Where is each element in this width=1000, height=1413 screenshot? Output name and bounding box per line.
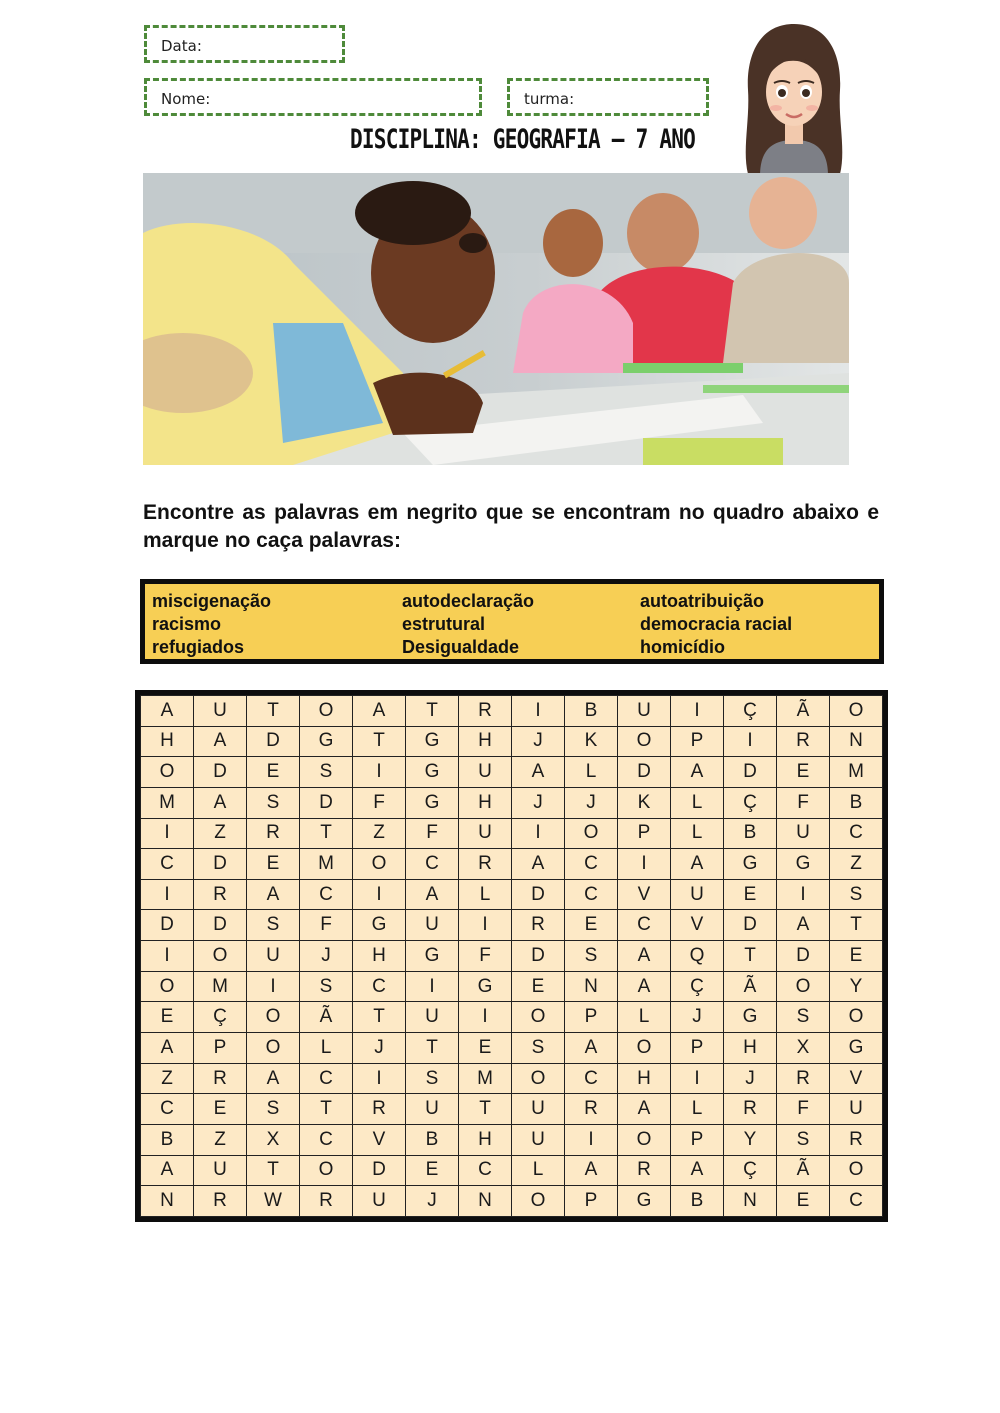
grid-cell[interactable]: S [247, 787, 300, 818]
grid-row [141, 787, 883, 818]
grid-cell[interactable]: F [777, 1094, 830, 1125]
grid-cell[interactable]: R [194, 1063, 247, 1094]
grid-cell[interactable]: A [777, 910, 830, 941]
grid-cell[interactable]: R [353, 1094, 406, 1125]
grid-cell[interactable]: A [141, 696, 194, 727]
grid-cell[interactable]: L [300, 1033, 353, 1064]
grid-cell[interactable]: C [300, 1124, 353, 1155]
grid-cell[interactable]: S [247, 1094, 300, 1125]
grid-cell[interactable]: V [618, 879, 671, 910]
grid-cell[interactable]: X [247, 1124, 300, 1155]
grid-cell[interactable]: C [141, 849, 194, 880]
grid-cell[interactable]: E [459, 1033, 512, 1064]
grid-cell[interactable]: C [406, 849, 459, 880]
grid-cell[interactable]: O [830, 1002, 883, 1033]
grid-cell[interactable]: J [353, 1033, 406, 1064]
grid-cell[interactable]: G [777, 849, 830, 880]
grid-cell[interactable]: Ã [777, 1155, 830, 1186]
grid-cell[interactable]: M [459, 1063, 512, 1094]
grid-cell[interactable]: T [406, 1033, 459, 1064]
grid-cell[interactable]: K [565, 726, 618, 757]
grid-cell[interactable]: I [353, 879, 406, 910]
grid-cell[interactable]: D [194, 910, 247, 941]
grid-cell[interactable]: X [777, 1033, 830, 1064]
grid-cell[interactable]: Ã [724, 971, 777, 1002]
grid-cell[interactable]: I [459, 1002, 512, 1033]
grid-cell[interactable]: S [565, 941, 618, 972]
grid-cell[interactable]: U [512, 1124, 565, 1155]
grid-cell[interactable]: D [194, 849, 247, 880]
grid-cell[interactable]: F [406, 818, 459, 849]
grid-cell[interactable]: H [459, 726, 512, 757]
grid-cell[interactable]: F [459, 941, 512, 972]
grid-cell[interactable]: J [406, 1186, 459, 1217]
grid-cell[interactable]: U [459, 757, 512, 788]
grid-row [141, 1002, 883, 1033]
word-list-item: miscigenação [152, 591, 272, 611]
grid-cell[interactable]: E [830, 941, 883, 972]
grid-row [141, 726, 883, 757]
grid-cell[interactable]: D [618, 757, 671, 788]
grid-cell[interactable]: A [353, 696, 406, 727]
grid-cell[interactable]: R [247, 818, 300, 849]
grid-cell[interactable]: A [512, 849, 565, 880]
grid-cell[interactable]: G [724, 1002, 777, 1033]
grid-cell[interactable]: H [618, 1063, 671, 1094]
grid-cell[interactable]: I [512, 818, 565, 849]
grid-cell[interactable]: L [459, 879, 512, 910]
grid-cell[interactable]: F [300, 910, 353, 941]
grid-cell[interactable]: I [247, 971, 300, 1002]
grid-cell[interactable]: O [618, 726, 671, 757]
grid-row [141, 971, 883, 1002]
grid-cell[interactable]: Ç [724, 1155, 777, 1186]
grid-cell[interactable]: J [512, 726, 565, 757]
grid-cell[interactable]: Z [141, 1063, 194, 1094]
grid-cell[interactable]: O [512, 1002, 565, 1033]
grid-cell[interactable]: R [565, 1094, 618, 1125]
word-list-item: democracia racial [640, 614, 793, 634]
grid-cell[interactable]: A [618, 1094, 671, 1125]
grid-cell[interactable]: U [406, 1002, 459, 1033]
grid-cell[interactable]: E [247, 849, 300, 880]
grid-cell[interactable]: Ã [777, 696, 830, 727]
grid-cell[interactable]: Y [724, 1124, 777, 1155]
grid-cell[interactable]: I [141, 879, 194, 910]
grid-cell[interactable]: C [141, 1094, 194, 1125]
grid-cell[interactable]: D [194, 757, 247, 788]
grid-cell[interactable]: T [300, 1094, 353, 1125]
grid-cell[interactable]: J [512, 787, 565, 818]
grid-cell[interactable]: F [777, 787, 830, 818]
grid-cell[interactable]: T [353, 726, 406, 757]
grid-cell[interactable]: T [300, 818, 353, 849]
grid-cell[interactable]: D [141, 910, 194, 941]
grid-cell[interactable]: Z [830, 849, 883, 880]
grid-cell[interactable]: S [512, 1033, 565, 1064]
grid-cell[interactable]: G [618, 1186, 671, 1217]
grid-cell[interactable]: I [724, 726, 777, 757]
grid-cell[interactable]: M [141, 787, 194, 818]
grid-cell[interactable]: S [777, 1002, 830, 1033]
grid-cell[interactable]: O [300, 1155, 353, 1186]
grid-row [141, 757, 883, 788]
grid-cell[interactable]: D [777, 941, 830, 972]
grid-cell[interactable]: U [618, 696, 671, 727]
grid-cell[interactable]: Z [353, 818, 406, 849]
grid-cell[interactable]: A [247, 879, 300, 910]
grid-cell[interactable]: A [565, 1155, 618, 1186]
grid-cell[interactable]: K [618, 787, 671, 818]
grid-cell[interactable]: H [353, 941, 406, 972]
grid-cell[interactable]: G [353, 910, 406, 941]
grid-cell[interactable]: T [830, 910, 883, 941]
grid-cell[interactable]: G [724, 849, 777, 880]
grid-cell[interactable]: C [565, 879, 618, 910]
grid-cell[interactable]: G [406, 757, 459, 788]
grid-cell[interactable]: A [671, 849, 724, 880]
grid-cell[interactable]: C [300, 879, 353, 910]
grid-cell[interactable]: I [141, 941, 194, 972]
grid-cell[interactable]: O [618, 1124, 671, 1155]
grid-cell[interactable]: G [300, 726, 353, 757]
grid-cell[interactable]: I [618, 849, 671, 880]
grid-cell[interactable]: R [830, 1124, 883, 1155]
grid-cell[interactable]: O [247, 1002, 300, 1033]
grid-cell[interactable]: I [353, 757, 406, 788]
grid-cell[interactable]: M [830, 757, 883, 788]
grid-cell[interactable]: S [300, 757, 353, 788]
grid-cell[interactable]: O [618, 1033, 671, 1064]
grid-cell[interactable]: J [724, 1063, 777, 1094]
word-list-item: refugiados [152, 637, 245, 657]
grid-cell[interactable]: O [830, 1155, 883, 1186]
grid-cell[interactable]: C [459, 1155, 512, 1186]
grid-cell[interactable]: L [671, 787, 724, 818]
grid-row [141, 1063, 883, 1094]
grid-cell[interactable]: I [459, 910, 512, 941]
grid-cell[interactable]: H [459, 787, 512, 818]
grid-cell[interactable]: O [300, 696, 353, 727]
grid-cell[interactable]: A [618, 941, 671, 972]
grid-cell[interactable]: P [565, 1002, 618, 1033]
grid-cell[interactable]: D [724, 910, 777, 941]
grid-cell[interactable]: I [353, 1063, 406, 1094]
grid-cell[interactable]: F [353, 787, 406, 818]
grid-cell[interactable]: O [194, 941, 247, 972]
word-list-box [140, 579, 884, 664]
grid-cell[interactable]: U [247, 941, 300, 972]
date-label: Data: [161, 37, 202, 55]
grid-cell[interactable]: A [194, 787, 247, 818]
word-list-item: homicídio [640, 637, 725, 657]
grid-cell[interactable]: T [247, 696, 300, 727]
grid-cell[interactable]: W [247, 1186, 300, 1217]
grid-row [141, 1186, 883, 1217]
name-label: Nome: [161, 90, 211, 108]
grid-cell[interactable]: B [565, 696, 618, 727]
grid-cell[interactable]: R [512, 910, 565, 941]
grid-cell[interactable]: S [247, 910, 300, 941]
grid-cell[interactable]: V [353, 1124, 406, 1155]
grid-row [141, 879, 883, 910]
grid-cell[interactable]: G [406, 726, 459, 757]
grid-cell[interactable]: G [406, 787, 459, 818]
date-field[interactable] [144, 25, 345, 63]
grid-cell[interactable]: V [830, 1063, 883, 1094]
grid-cell[interactable]: T [247, 1155, 300, 1186]
grid-cell[interactable]: S [406, 1063, 459, 1094]
grid-row [141, 818, 883, 849]
grid-cell[interactable]: R [777, 726, 830, 757]
grid-cell[interactable]: A [565, 1033, 618, 1064]
word-list-item: Desigualdade [402, 637, 520, 657]
word-list [152, 590, 879, 658]
class-label: turma: [524, 90, 575, 108]
grid-cell[interactable]: Ç [724, 787, 777, 818]
grid-cell[interactable]: Ç [724, 696, 777, 727]
grid-cell[interactable]: D [247, 726, 300, 757]
grid-cell[interactable]: I [565, 1124, 618, 1155]
grid-cell[interactable]: N [724, 1186, 777, 1217]
class-field[interactable] [507, 78, 709, 116]
grid-cell[interactable]: D [300, 787, 353, 818]
grid-cell[interactable]: O [565, 818, 618, 849]
grid-cell[interactable]: I [406, 971, 459, 1002]
word-list-item: autoatribuição [640, 591, 765, 611]
grid-cell[interactable]: S [300, 971, 353, 1002]
grid-cell[interactable]: S [777, 1124, 830, 1155]
grid-cell[interactable]: U [406, 910, 459, 941]
grid-row [141, 1033, 883, 1064]
grid-cell[interactable]: O [247, 1033, 300, 1064]
children-writing-photo-icon [143, 173, 849, 465]
grid-row [141, 849, 883, 880]
grid-cell[interactable]: A [406, 879, 459, 910]
grid-cell[interactable]: T [724, 941, 777, 972]
grid-cell[interactable]: L [618, 1002, 671, 1033]
grid-cell[interactable]: C [618, 910, 671, 941]
grid-cell[interactable]: N [141, 1186, 194, 1217]
grid-cell[interactable]: A [618, 971, 671, 1002]
grid-cell[interactable]: Ç [671, 971, 724, 1002]
grid-cell[interactable]: N [830, 726, 883, 757]
grid-row [141, 910, 883, 941]
grid-cell[interactable]: U [353, 1186, 406, 1217]
grid-cell[interactable]: C [300, 1063, 353, 1094]
grid-cell[interactable]: Q [671, 941, 724, 972]
grid-cell[interactable]: H [141, 726, 194, 757]
grid-cell[interactable]: C [565, 849, 618, 880]
grid-cell[interactable]: A [512, 757, 565, 788]
teacher-avatar-icon [738, 20, 850, 176]
grid-cell[interactable]: R [777, 1063, 830, 1094]
grid-cell[interactable]: I [141, 818, 194, 849]
grid-cell[interactable]: N [459, 1186, 512, 1217]
word-list-item: autodeclaração [402, 591, 535, 611]
grid-cell[interactable]: D [512, 941, 565, 972]
grid-cell[interactable]: A [247, 1063, 300, 1094]
word-search-grid [135, 690, 888, 1222]
grid-cell[interactable]: E [724, 879, 777, 910]
grid-cell[interactable]: B [141, 1124, 194, 1155]
grid-row [141, 1124, 883, 1155]
grid-cell[interactable]: E [141, 1002, 194, 1033]
grid-cell[interactable]: Ã [300, 1002, 353, 1033]
grid-cell[interactable]: P [565, 1186, 618, 1217]
grid-cell[interactable]: U [406, 1094, 459, 1125]
grid-cell[interactable]: Y [830, 971, 883, 1002]
grid-cell[interactable]: E [777, 1186, 830, 1217]
grid-cell[interactable]: Z [194, 1124, 247, 1155]
grid-cell[interactable]: G [830, 1033, 883, 1064]
grid-cell[interactable]: L [512, 1155, 565, 1186]
grid-cell[interactable]: Ç [194, 1002, 247, 1033]
name-field[interactable] [144, 78, 482, 116]
grid-cell[interactable]: L [671, 1094, 724, 1125]
grid-cell[interactable]: R [194, 1186, 247, 1217]
grid-cell[interactable]: A [671, 1155, 724, 1186]
grid-cell[interactable]: L [565, 757, 618, 788]
grid-cell[interactable]: D [512, 879, 565, 910]
grid-cell[interactable]: R [618, 1155, 671, 1186]
grid-cell[interactable]: D [724, 757, 777, 788]
grid-cell[interactable]: O [141, 971, 194, 1002]
grid-cell[interactable]: U [512, 1094, 565, 1125]
grid-row [141, 941, 883, 972]
grid-cell[interactable]: C [565, 1063, 618, 1094]
grid-cell[interactable]: A [194, 726, 247, 757]
instructions-text: Encontre as palavras em negrito que se encontram no quadro abaixo e marque no caça palavras: [143, 501, 879, 552]
grid-cell[interactable]: P [194, 1033, 247, 1064]
grid-cell[interactable]: O [830, 696, 883, 727]
grid-cell[interactable]: U [671, 879, 724, 910]
grid-cell[interactable]: C [830, 818, 883, 849]
grid-cell[interactable]: B [830, 787, 883, 818]
grid-cell[interactable]: C [830, 1186, 883, 1217]
grid-cell[interactable]: M [300, 849, 353, 880]
grid-cell[interactable]: U [194, 1155, 247, 1186]
grid-row [141, 1094, 883, 1125]
grid-cell[interactable]: U [830, 1094, 883, 1125]
grid-cell[interactable]: R [459, 849, 512, 880]
grid-cell[interactable]: R [300, 1186, 353, 1217]
grid-cell[interactable]: H [724, 1033, 777, 1064]
grid-cell[interactable]: T [459, 1094, 512, 1125]
grid-cell[interactable]: E [565, 910, 618, 941]
grid-cell[interactable]: G [459, 971, 512, 1002]
grid-cell[interactable]: T [406, 696, 459, 727]
grid-cell[interactable]: A [671, 757, 724, 788]
grid-cell[interactable]: I [671, 1063, 724, 1094]
grid-cell[interactable]: E [194, 1094, 247, 1125]
grid-cell[interactable]: B [671, 1186, 724, 1217]
grid-cell[interactable]: Z [194, 818, 247, 849]
grid-cell[interactable]: R [459, 696, 512, 727]
grid-row [141, 696, 883, 727]
grid-cell[interactable]: I [512, 696, 565, 727]
grid-cell[interactable]: O [512, 1063, 565, 1094]
grid-cell[interactable]: S [830, 879, 883, 910]
grid-cell[interactable]: E [777, 757, 830, 788]
grid-cell[interactable]: R [724, 1094, 777, 1125]
grid-cell[interactable]: O [353, 849, 406, 880]
grid-cell[interactable]: O [512, 1186, 565, 1217]
grid-cell[interactable]: A [141, 1155, 194, 1186]
grid-cell[interactable]: H [459, 1124, 512, 1155]
grid-cell[interactable]: B [724, 818, 777, 849]
grid-cell[interactable]: G [406, 941, 459, 972]
grid-cell[interactable]: J [300, 941, 353, 972]
grid-cell[interactable]: I [777, 879, 830, 910]
grid-cell[interactable]: U [777, 818, 830, 849]
word-list-item: racismo [152, 614, 222, 634]
grid-cell[interactable]: T [353, 1002, 406, 1033]
grid-cell[interactable]: M [194, 971, 247, 1002]
grid-row [141, 1155, 883, 1186]
grid-cell[interactable]: O [141, 757, 194, 788]
grid-cell[interactable]: I [671, 696, 724, 727]
grid-cell[interactable]: B [406, 1124, 459, 1155]
grid-cell[interactable]: V [671, 910, 724, 941]
grid-cell[interactable]: C [353, 971, 406, 1002]
grid-cell[interactable]: P [671, 1124, 724, 1155]
grid-cell[interactable]: L [671, 818, 724, 849]
grid-cell[interactable]: O [777, 971, 830, 1002]
grid-cell[interactable]: P [671, 1033, 724, 1064]
word-list-item: estrutural [402, 614, 486, 634]
grid-cell[interactable]: D [353, 1155, 406, 1186]
grid-cell[interactable]: A [141, 1033, 194, 1064]
grid-cell[interactable]: P [671, 726, 724, 757]
grid-cell[interactable]: P [618, 818, 671, 849]
grid-cell[interactable]: E [406, 1155, 459, 1186]
grid-cell[interactable]: N [565, 971, 618, 1002]
grid-cell[interactable]: J [671, 1002, 724, 1033]
grid-cell[interactable]: U [459, 818, 512, 849]
grid-cell[interactable]: U [194, 696, 247, 727]
subject-title: DISCIPLINA: GEOGRAFIA – 7 ANO [350, 124, 696, 155]
grid-cell[interactable]: E [247, 757, 300, 788]
grid-cell[interactable]: R [194, 879, 247, 910]
grid-cell[interactable]: E [512, 971, 565, 1002]
grid-cell[interactable]: J [565, 787, 618, 818]
